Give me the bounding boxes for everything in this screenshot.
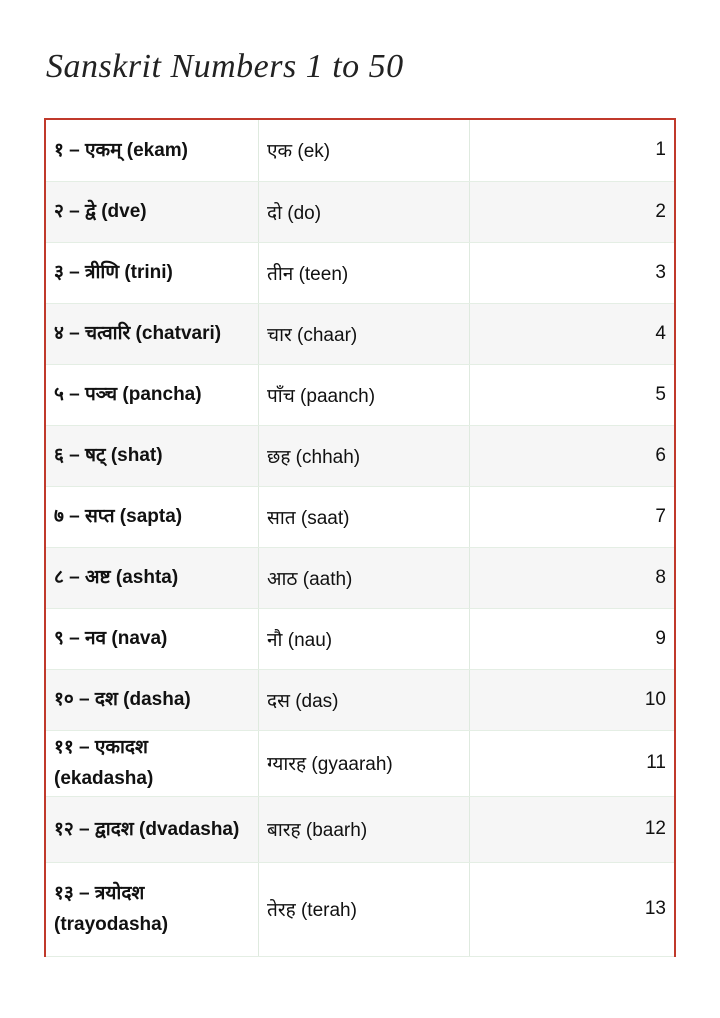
sanskrit-cell: ८ – अष्ट (ashta) [46,547,259,608]
table-row [46,303,674,364]
sanskrit-cell: ४ – चत्वारि (chatvari) [46,303,259,364]
sanskrit-cell: ७ – सप्त (sapta) [46,486,259,547]
number-cell: 7 [470,486,675,547]
hindi-cell: नौ (nau) [259,608,470,669]
table-row [46,669,674,730]
number-cell: 9 [470,608,675,669]
number-cell: 6 [470,425,675,486]
hindi-cell: सात (saat) [259,486,470,547]
table-row [46,364,674,425]
number-cell: 2 [470,181,675,242]
table-row [46,730,674,796]
sanskrit-cell: १२ – द्वादश (dvadasha) [46,796,259,862]
table-row [46,862,674,956]
table-row [46,120,674,181]
table-row [46,486,674,547]
hindi-cell: तीन (teen) [259,242,470,303]
hindi-cell: तेरह (terah) [259,862,470,956]
sanskrit-cell: १३ – त्रयोदश (trayodasha) [46,862,259,956]
sanskrit-cell: ३ – त्रीणि (trini) [46,242,259,303]
sanskrit-cell: ६ – षट् (shat) [46,425,259,486]
table-row [46,608,674,669]
number-cell: 10 [470,669,675,730]
sanskrit-cell: ११ – एकादश (ekadasha) [46,730,259,796]
table-row [46,425,674,486]
number-cell: 4 [470,303,675,364]
sanskrit-cell: ९ – नव (nava) [46,608,259,669]
sanskrit-cell: १ – एकम् (ekam) [46,120,259,181]
number-cell: 8 [470,547,675,608]
hindi-cell: बारह (baarh) [259,796,470,862]
hindi-cell: ग्यारह (gyaarah) [259,730,470,796]
hindi-cell: पाँच (paanch) [259,364,470,425]
number-cell: 13 [470,862,675,956]
hindi-cell: दस (das) [259,669,470,730]
hindi-cell: एक (ek) [259,120,470,181]
table-row [46,242,674,303]
table-row [46,547,674,608]
table-row [46,796,674,862]
page-title: Sanskrit Numbers 1 to 50 [46,48,404,85]
number-cell: 3 [470,242,675,303]
number-cell: 11 [470,730,675,796]
numbers-table [44,118,676,957]
table-row [46,181,674,242]
sanskrit-cell: २ – द्वे (dve) [46,181,259,242]
hindi-cell: आठ (aath) [259,547,470,608]
number-cell: 5 [470,364,675,425]
sanskrit-cell: ५ – पञ्च (pancha) [46,364,259,425]
hindi-cell: दो (do) [259,181,470,242]
hindi-cell: चार (chaar) [259,303,470,364]
hindi-cell: छह (chhah) [259,425,470,486]
number-cell: 1 [470,120,675,181]
sanskrit-cell: १० – दश (dasha) [46,669,259,730]
number-cell: 12 [470,796,675,862]
